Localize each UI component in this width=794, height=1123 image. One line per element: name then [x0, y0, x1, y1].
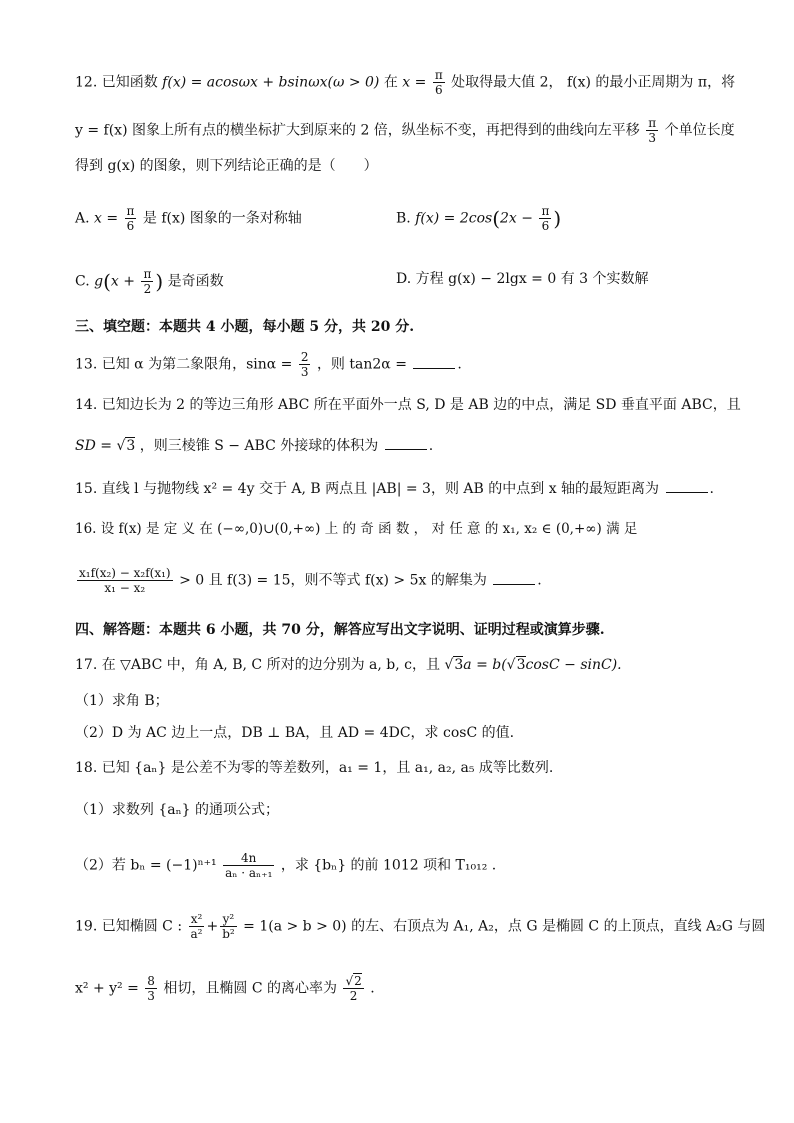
q12-line1 — [75, 68, 734, 97]
q12-a-x: x = — [94, 210, 119, 227]
q12-b-fx: f(x) = 2cos — [415, 210, 493, 227]
q17-mid: a = b( — [463, 657, 507, 673]
q15-answer-blank[interactable] — [666, 478, 708, 493]
q14-line2: SD = √3 ，则三棱锥 S − ABC 外接球的体积为 . — [75, 435, 734, 457]
q19-b2: b² — [222, 927, 235, 941]
q13-answer-blank[interactable] — [413, 354, 455, 369]
q19-eight: 8 — [147, 974, 155, 988]
q18-frac — [223, 851, 274, 880]
q14-answer-blank[interactable] — [385, 435, 427, 450]
q16-end: . — [537, 572, 542, 589]
q12-a-label: A. — [75, 210, 90, 227]
q18-part1: （1）求数列 {aₙ} 的通项公式； — [75, 802, 280, 818]
q19-line1: 19. 已知椭圆 C : $\frac{\text{x²}}{\text{a²}}$ + $\frac{\text{y²}}{\text{b²}}$ = 1(a > b > 0) 的左、右顶点为 A₁, A₂，点 G 是椭圆 C 的上顶点，直线 A₂G 与圆 — [75, 912, 766, 941]
q16-line1: 16. 设 f(x) 是 定 义 在 (−∞,0)∪(0,+∞) 上 的 奇 函 数 ， 对 任 意 的 x₁, x₂ ∈ (0,+∞) 满 足 — [75, 521, 638, 537]
q12-c-two: 2 — [143, 282, 152, 296]
q16-post: > 0 且 f(3) = 15，则不等式 f(x) > 5x 的解集为 — [179, 572, 487, 589]
q14-post: ，则三棱锥 S − ABC 外接球的体积为 — [139, 438, 379, 454]
q13-pre: 13. 已知 α 为第二象限角，sinα = — [75, 356, 293, 373]
q17-sqrt3b: 3 — [516, 657, 526, 673]
q13-frac — [299, 350, 311, 379]
q12-a-six: 6 — [126, 219, 135, 233]
q12-b-lparen: ( — [492, 206, 501, 231]
q18-p2-post: ，求 {bₙ} 的前 1012 项和 T₁₀₁₂ . — [280, 857, 497, 874]
q12-b-frac — [539, 204, 551, 233]
q12-at: 在 — [383, 74, 398, 91]
q18-line1: 18. 已知 {aₙ} 是公差不为零的等差数列，a₁ = 1，且 a₁, a₂, a₅ 成等比数列. — [75, 760, 554, 776]
q19-frac-e — [343, 974, 363, 1003]
q12-option-c — [75, 267, 224, 296]
q12-six: 6 — [434, 83, 443, 97]
q19-frac-y — [220, 912, 237, 941]
q19-three: 3 — [147, 989, 155, 1003]
q12-b-six: 6 — [541, 219, 550, 233]
q12-max: 处取得最大值 2， — [451, 74, 563, 91]
q19-end: . — [370, 980, 375, 997]
q12-x-eq: x = — [402, 74, 427, 91]
section-4-heading: 四、解答题：本题共 6 小题，共 70 分，解答应写出文字说明、证明过程或演算步骤. — [75, 622, 605, 638]
q12-c-pi: π — [143, 267, 152, 281]
q19-frac-x — [189, 912, 205, 941]
q16-line2 — [75, 566, 734, 595]
q17-line1: 17. 在 ▽ABC 中，角 A, B, C 所对的边分别为 a, b, c，且 √3a = b(√3cosC − sinC). — [75, 657, 622, 673]
q13-num: 2 — [300, 350, 309, 364]
q12-c-arg: x + — [110, 273, 135, 290]
q12-pi: π — [434, 68, 443, 82]
q18-num: 4n — [223, 851, 274, 866]
q12-line2-text: y = f(x) 图象上所有点的横坐标扩大到原来的 2 倍，纵坐标不变，再把得到的曲线向左平移 — [75, 122, 640, 139]
q19-frac-83 — [145, 974, 157, 1003]
q17-part1: （1）求角 B； — [75, 693, 169, 709]
q19-a2: a² — [190, 927, 203, 941]
q13-end: . — [457, 356, 462, 373]
q12-a-frac — [125, 204, 137, 233]
q17-sqrt3a: 3 — [454, 657, 464, 673]
q19-line2 — [75, 974, 734, 1003]
q12-b-rparen: ) — [553, 206, 562, 231]
q12-c-text: 是奇函数 — [167, 273, 224, 290]
q12-line3: 得到 g(x) 的图象，则下列结论正确的是（ ） — [75, 158, 378, 174]
q18-part2 — [75, 851, 734, 880]
q12-a-text: 是 f(x) 图象的一条对称轴 — [142, 210, 302, 227]
q12-c-label: C. — [75, 273, 90, 290]
q14-sd: SD = — [75, 438, 112, 454]
q19-pre: 19. 已知椭圆 C : — [75, 918, 183, 935]
q13 — [75, 350, 734, 379]
q12-c-lparen: ( — [103, 269, 111, 294]
q17-post: cosC − sinC). — [525, 657, 622, 673]
q18-p2-pre: （2）若 bₙ = (−1)ⁿ⁺¹ — [75, 857, 217, 874]
q12-a-pi: π — [126, 204, 135, 218]
q19-x2: x² — [189, 912, 205, 927]
q12-intro: 12. 已知函数 — [75, 74, 158, 91]
q19-mid: = 1(a > b > 0) 的左、右顶点为 A₁, A₂，点 G 是椭圆 C 的上顶点，直线 A₂G 与圆 — [243, 918, 766, 935]
q12-fx: f(x) = acosωx + bsinωx(ω > 0) — [162, 74, 380, 91]
q15-end: . — [709, 481, 714, 497]
q12-c-frac — [141, 267, 153, 296]
q12-b-pi: π — [541, 204, 550, 218]
q16-den: x₁ − x₂ — [104, 581, 146, 595]
section-3-heading: 三、填空题：本题共 4 小题，每小题 5 分，共 20 分. — [75, 319, 415, 335]
q13-den: 3 — [300, 365, 309, 379]
q15-text: 15. 直线 l 与抛物线 x² = 4y 交于 A, B 两点且 |AB| = 3，则 AB 的中点到 x 轴的最短距离为 — [75, 481, 660, 497]
q17-part2: （2）D 为 AC 边上一点，DB ⊥ BA，且 AD = 4DC，求 cosC 的值. — [75, 725, 515, 741]
q12-frac-pi3 — [646, 116, 658, 145]
q16-frac — [77, 566, 173, 595]
q12-option-b — [396, 204, 561, 233]
q12-b-arg: 2x − — [500, 210, 533, 227]
q12-pi2: π — [648, 116, 657, 130]
q12-option-d: D. 方程 g(x) − 2lgx = 0 有 3 个实数解 — [396, 271, 649, 287]
q19-l2-mid: 相切，且椭圆 C 的离心率为 — [163, 980, 338, 997]
q14-line1: 14. 已知边长为 2 的等边三角形 ABC 所在平面外一点 S, D 是 AB 边的中点，满足 SD 垂直平面 ABC，且 — [75, 397, 741, 413]
q19-sqrt2-num: √2 — [345, 974, 362, 988]
q13-post: ，则 tan2α = — [316, 356, 407, 373]
q14-end: . — [428, 438, 434, 454]
q17-pre: 17. 在 ▽ABC 中，角 A, B, C 所对的边分别为 a, b, c，且 — [75, 657, 440, 673]
q19-sqrt2: 2 — [354, 974, 362, 988]
q14-sqrt3: 3 — [126, 438, 136, 454]
q12-line2-end: 个单位长度 — [664, 122, 735, 139]
q19-two: 2 — [349, 989, 358, 1003]
q12-c-g: g — [94, 273, 104, 290]
q12-period: f(x) 的最小正周期为 π，将 — [566, 74, 736, 91]
q12-c-rparen: ) — [155, 269, 164, 294]
q12-frac-pi6 — [433, 68, 445, 97]
q16-answer-blank[interactable] — [493, 570, 535, 585]
q12-b-label: B. — [396, 210, 411, 227]
q19-l2-pre: x² + y² = — [75, 980, 139, 997]
q16-num: x₁f(x₂) − x₂f(x₁) — [79, 566, 171, 580]
q12-three: 3 — [648, 131, 657, 145]
q19-y2: y² — [220, 912, 237, 927]
q15 — [75, 478, 734, 500]
q12-line2 — [75, 116, 734, 145]
q18-den: aₙ · aₙ₊₁ — [225, 866, 273, 880]
q12-option-a — [75, 204, 302, 233]
